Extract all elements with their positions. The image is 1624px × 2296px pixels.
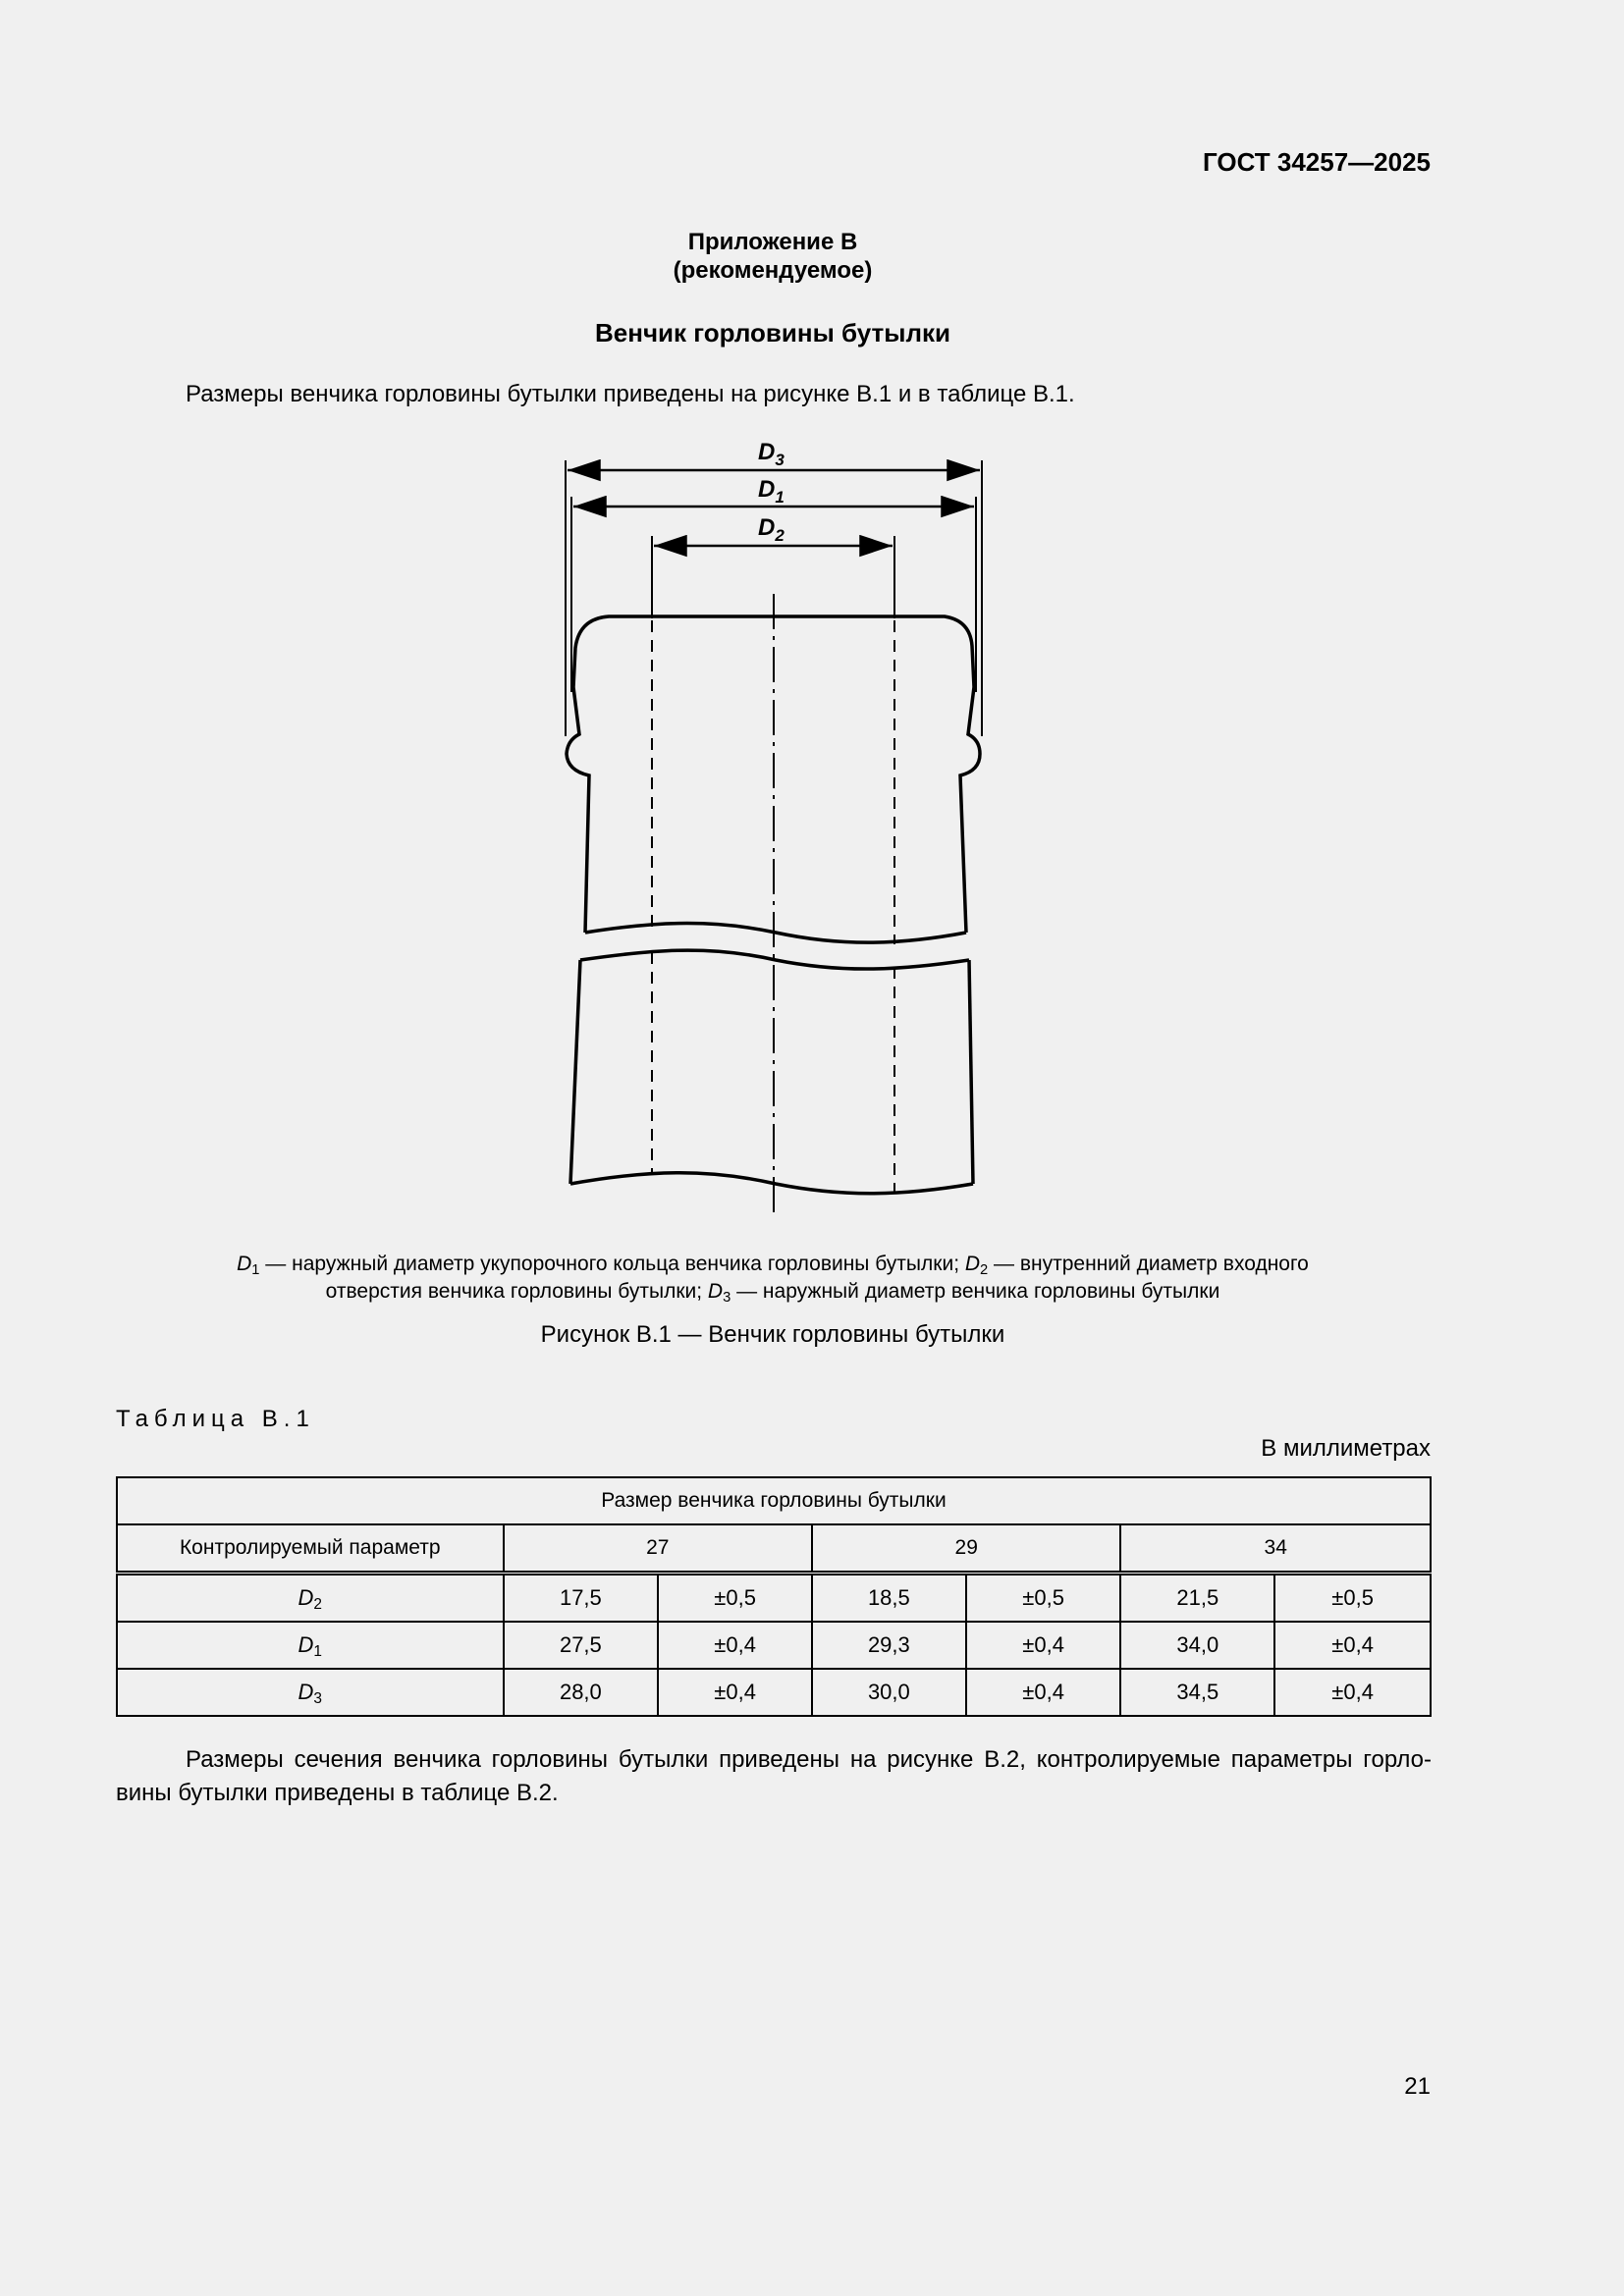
tolerance-cell: ±0,4 [658,1622,812,1669]
annex-title: Приложение В [687,229,858,255]
value-cell: 21,5 [1120,1574,1274,1623]
tolerance-cell: ±0,4 [1274,1622,1431,1669]
standard-number: ГОСТ 34257—2025 [1203,147,1431,177]
size-header: 34 [1120,1524,1431,1574]
dim-label-d3: $D_3$ [758,439,785,469]
annex-subtitle: (рекомендуемое) [673,257,873,284]
tolerance-cell: ±0,5 [1274,1574,1431,1623]
tolerance-cell: ±0,4 [966,1669,1121,1716]
dim-label-d1: $D_1$ [758,476,785,507]
page-number: 21 [1404,2073,1431,2100]
size-header: 29 [812,1524,1120,1574]
dim-label-d2: $D_2$ [758,514,785,545]
intro-paragraph: Размеры венчика горловины бутылки приведены на рисунке В.1 и в таблице В.1. [186,381,1075,407]
tolerance-cell: ±0,5 [966,1574,1121,1623]
table-units: В миллиметрах [1261,1435,1431,1462]
closing-paragraph: Размеры сечения венчика горловины бутылки приведены на рисунке В.2, контролируемые параметры горло-вины бутылки приведены в таблице В.2. [116,1746,1432,1806]
param-cell: $D_1$ [117,1622,504,1669]
tolerance-cell: ±0,4 [1274,1669,1431,1716]
figure-caption: Рисунок В.1 — Венчик горловины бутылки [540,1321,1005,1348]
value-cell: 29,3 [812,1622,966,1669]
value-cell: 30,0 [812,1669,966,1716]
value-cell: 17,5 [504,1574,659,1623]
tolerance-cell: ±0,4 [658,1669,812,1716]
tolerance-cell: ±0,4 [966,1622,1121,1669]
param-header: Контролируемый параметр [117,1524,504,1574]
param-cell: $D_2$ [117,1574,504,1623]
legend-line-2: отверстия венчика горловины бутылки; $D_3$ — наружный диаметр венчика горловины бутылки [325,1280,1220,1306]
value-cell: 18,5 [812,1574,966,1623]
tolerance-cell: ±0,5 [658,1574,812,1623]
table-row [117,1669,1431,1716]
value-cell: 34,5 [1120,1669,1274,1716]
table-label: Таблица В.1 [116,1406,315,1432]
figure-legend [0,1251,1545,1306]
section-heading: Венчик горловины бутылки [595,318,950,347]
value-cell: 27,5 [504,1622,659,1669]
table-group-header: Размер венчика горловины бутылки [117,1477,1431,1524]
param-cell: $D_3$ [117,1669,504,1716]
table-row [117,1622,1431,1669]
legend-line-1: $D_1$ — наружный диаметр укупорочного кольца венчика горловины бутылки; $D_2$ — внутренний диаметр входного [237,1253,1309,1278]
table-group-header-row [117,1477,1431,1524]
size-header: 27 [504,1524,812,1574]
dimensions-table [116,1476,1432,1717]
value-cell: 34,0 [1120,1622,1274,1669]
value-cell: 28,0 [504,1669,659,1716]
table-row [117,1574,1431,1623]
table-header-row [117,1524,1431,1574]
